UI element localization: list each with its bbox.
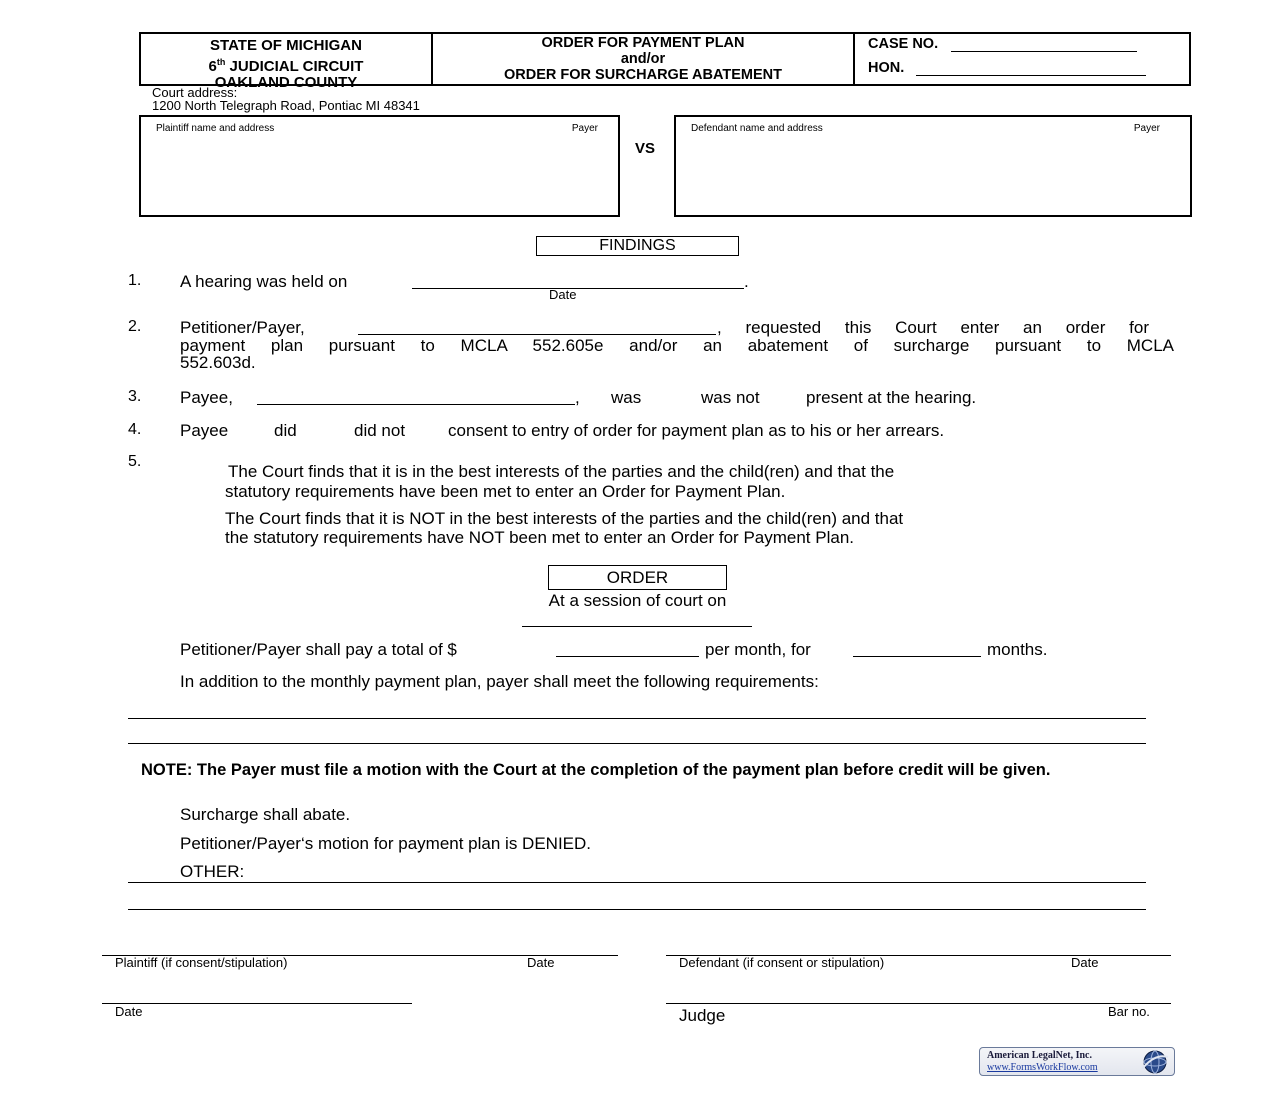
item-2-suffix: , requested this Court enter an order for <box>717 318 1149 337</box>
payment-suffix: months. <box>987 640 1048 659</box>
court-caption <box>141 34 433 91</box>
judge-date-line[interactable] <box>102 1003 412 1004</box>
item-3-prefix: Payee, <box>180 388 233 407</box>
title-line-2: and/or <box>620 51 666 67</box>
circuit-name <box>141 54 431 75</box>
judge-date-label: Date <box>115 1004 143 1019</box>
requirements-line-1[interactable] <box>128 718 1146 719</box>
item-1-text: A hearing was held on <box>180 272 348 291</box>
addition-text: In addition to the monthly payment plan, payer shall meet the following requirements: <box>180 672 819 691</box>
globe-icon <box>1138 1049 1172 1075</box>
finding-not-best-interest-line-2: the statutory requirements have NOT been met to enter an Order for Payment Plan. <box>225 528 854 547</box>
order-heading: ORDER <box>548 565 727 590</box>
did-option[interactable]: did <box>274 421 297 440</box>
did-not-option[interactable]: did not <box>354 421 406 440</box>
defendant-payer-label: Payer <box>1133 123 1160 134</box>
state-name: STATE OF MICHIGAN <box>210 37 362 54</box>
plaintiff-box[interactable] <box>139 115 620 217</box>
session-text: At a session of court on <box>548 591 727 610</box>
defendant-signature-label: Defendant (if consent or stipulation) <box>679 955 885 970</box>
publisher-logo[interactable] <box>979 1047 1175 1076</box>
case-no-label: CASE NO. <box>868 36 939 52</box>
surcharge-option[interactable]: Surcharge shall abate. <box>180 805 351 824</box>
defendant-date-label: Date <box>1071 955 1099 970</box>
title-line-1: ORDER FOR PAYMENT PLAN <box>541 35 745 51</box>
hearing-date-field[interactable] <box>412 288 744 289</box>
defendant-box[interactable] <box>674 115 1192 217</box>
title-line-3: ORDER FOR SURCHARGE ABATEMENT <box>504 67 782 83</box>
circuit-suffix: th <box>216 57 226 67</box>
was-option[interactable]: was <box>611 388 642 407</box>
court-address-value: 1200 North Telegraph Road, Pontiac MI 48341 <box>152 98 420 113</box>
petitioner-name-field[interactable] <box>358 334 716 335</box>
item-5-number: 5. <box>128 453 142 470</box>
hon-field[interactable] <box>916 63 1146 76</box>
item-4-payee: Payee <box>180 421 229 440</box>
case-info <box>855 34 1189 84</box>
was-not-option[interactable]: was not <box>701 388 760 407</box>
other-option[interactable]: OTHER: <box>180 862 245 881</box>
vs-label: VS <box>635 140 656 157</box>
caption-header <box>139 32 1191 91</box>
plaintiff-signature-label: Plaintiff (if consent/stipulation) <box>115 955 288 970</box>
item-1-period: . <box>744 272 749 291</box>
payment-amount-field[interactable] <box>556 656 699 657</box>
other-line-1[interactable] <box>128 882 1146 883</box>
item-2-line-2: payment plan pursuant to MCLA 552.605e and/or an abatement of surcharge pursuant to MCLA <box>180 336 1174 355</box>
item-2-number: 2. <box>128 318 142 335</box>
county-name: OAKLAND COUNTY <box>214 74 358 91</box>
findings-heading: FINDINGS <box>536 236 739 256</box>
case-no-field[interactable] <box>951 39 1137 52</box>
note-text: NOTE: The Payer must file a motion with the Court at the completion of the payment plan before credit will be given. <box>141 761 1051 779</box>
finding-best-interest-line-1[interactable]: The Court finds that it is in the best interests of the parties and the child(ren) and that the <box>228 462 895 481</box>
finding-best-interest-line-2: statutory requirements have been met to enter an Order for Payment Plan. <box>225 482 786 501</box>
item-3-tail: present at the hearing. <box>806 388 977 407</box>
judge-signature-line[interactable] <box>666 1003 1171 1004</box>
session-date-field[interactable] <box>522 626 752 627</box>
plaintiff-payer-label: Payer <box>571 123 598 134</box>
hearing-date-caption: Date <box>549 287 577 302</box>
item-3-comma: , <box>575 388 580 407</box>
court-address <box>152 86 420 112</box>
form-title <box>433 34 855 84</box>
item-2-line-3: 552.603d. <box>180 353 256 372</box>
payment-middle: per month, for <box>705 640 811 659</box>
requirements-line-2[interactable] <box>128 743 1146 744</box>
finding-not-best-interest-line-1[interactable]: The Court finds that it is NOT in the best interests of the parties and the child(ren) and that <box>225 509 904 528</box>
hon-label: HON. <box>868 60 905 76</box>
item-4-number: 4. <box>128 421 142 438</box>
item-2-prefix: Petitioner/Payer, <box>180 318 305 337</box>
publisher-url[interactable]: www.FormsWorkFlow.com <box>987 1062 1098 1073</box>
defendant-label: Defendant name and address <box>691 123 823 134</box>
plaintiff-label: Plaintiff name and address <box>156 123 275 134</box>
judge-label: Judge <box>679 1006 726 1025</box>
payment-months-field[interactable] <box>853 656 981 657</box>
other-line-2[interactable] <box>128 909 1146 910</box>
payment-prefix: Petitioner/Payer shall pay a total of $ <box>180 640 457 659</box>
plaintiff-date-label: Date <box>527 955 555 970</box>
publisher-name: American LegalNet, Inc. <box>987 1050 1092 1061</box>
item-4-text: consent to entry of order for payment plan as to his or her arrears. <box>448 421 945 440</box>
item-1-number: 1. <box>128 272 142 289</box>
denied-option[interactable]: Petitioner/Payer‘s motion for payment plan is DENIED. <box>180 834 592 853</box>
circuit-text: JUDICIAL CIRCUIT <box>225 58 364 75</box>
payee-name-field[interactable] <box>257 404 575 405</box>
item-3-number: 3. <box>128 388 142 405</box>
circuit-number: 6 <box>208 58 217 75</box>
bar-no-label: Bar no. <box>1108 1004 1150 1019</box>
court-address-label: Court address: <box>152 85 238 100</box>
